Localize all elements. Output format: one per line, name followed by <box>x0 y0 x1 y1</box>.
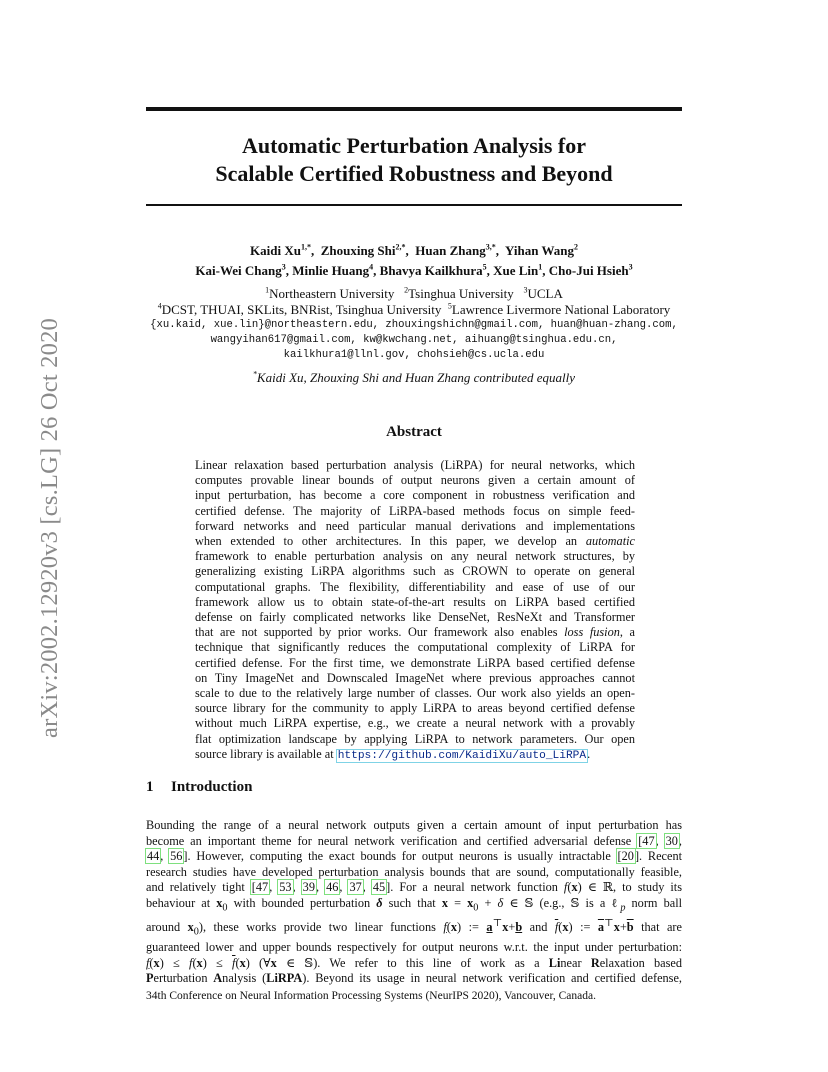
authors-line-2: Kai-Wei Chang$^3$, Minlie Huang$^4$, Bhavya Kailkhura$^5$, Xue Lin$^1$, Cho-Jui Hsieh$^3$ <box>195 262 633 278</box>
intro-line: around $x_0$), these works provide two linear functions f(x) := a⊤x+b and $\overline{f}(x)$ := $\overline{a}^⊤x+\overline{b}$ that are <box>146 918 682 938</box>
intro-line: Perturbation Analysis (LiRPA). Beyond its usage in neural network verification and certified defense, <box>146 971 682 986</box>
abstract-line: framework to enable perturbation analysis on any neural network structures, by <box>195 549 635 564</box>
abstract-line: input perturbation, has become a core component in robustness verification and <box>195 488 635 503</box>
paper-title <box>146 132 682 188</box>
abstract-line: generalizing existing LiRPA algorithms such as CROWN to operate on general <box>195 564 635 579</box>
abstract-line: defense on fairly complicated networks like DenseNet, ResNeXt and Transformer <box>195 610 635 625</box>
author-list <box>146 241 682 281</box>
arxiv-identifier: arXiv:2002.12920v3 [cs.LG] 26 Oct 2020 <box>36 318 63 738</box>
section-heading <box>146 779 252 796</box>
abstract-line: forward networks and need particular manual derivations and implementations <box>195 518 635 533</box>
abstract-line: source library for the community to apply LiRPA to areas beyond certified defense <box>195 701 635 716</box>
intro-line: behaviour at $x_0$ with bounded perturbation δ such that $x = x_0 + \delta$ ∈ 𝕊 (e.g., 𝕊 is a ℓ$_p$ norm ball <box>146 895 683 914</box>
abstract-line: computational graphs. The flexibility, differentiability and ease of use of our <box>195 579 635 594</box>
equal-contribution-note: *Kaidi Xu, Zhouxing Shi and Huan Zhang contributed equally <box>252 369 576 385</box>
abstract-line: when extended to other architectures. In this paper, we develop an automatic <box>195 534 635 549</box>
abstract-line: flat optimization landscape by applying LiRPA to network parameters. Our open <box>195 731 635 746</box>
abstract-body <box>195 458 635 764</box>
intro-line: research studies have developed perturbation analysis bounds that are sound, computationally feasible, <box>146 864 682 879</box>
repository-link[interactable]: https://github.com/KaidiXu/auto_LiRPA <box>337 749 587 762</box>
author-emails: {xu.kaid, xue.lin}@northeastern.edu, zhouxingshichn@gmail.com, huan@huan-zhang.com, wangyihan617@gmail.com, kw@kwchang.net, aihuang@tsinghua.edu.cn, kailkhura1@llnl.gov, chohsieh@cs.ucla.edu <box>150 319 678 361</box>
intro-line: and relatively tight [47, 53, 39, 46, 37, 45]. For a neural network function f(x) ∈ ℝ, to study its <box>146 880 682 895</box>
abstract-line: Linear relaxation based perturbation analysis (LiRPA) for neural networks, which <box>195 458 635 472</box>
intro-line: guaranteed lower and upper bounds respectively for output neurons w.r.t. the input under perturbation: <box>146 940 682 955</box>
abstract-line: without much LiRPA expertise, e.g., we create a neural network with a provably <box>195 716 635 731</box>
intro-line: Bounding the range of a neural network outputs given a certain amount of input perturbation has <box>146 818 682 832</box>
section-number: 1 <box>146 779 154 795</box>
abstract-heading: Abstract <box>386 424 442 440</box>
section-title: Introduction <box>171 779 253 795</box>
abstract-line: on Tiny ImageNet and Downscaled ImageNet where previous approaches cannot <box>195 670 635 685</box>
abstract-line: computes provable linear bounds of output neurons given a certain amount of <box>195 473 635 488</box>
intro-line: $f(x) \le f(x) \le \overline{f}(x)$ (∀x ∈ 𝕊). We refer to this line of work as a Linear Relaxation based <box>146 955 683 970</box>
title-line-2: Scalable Certified Robustness and Beyond <box>215 161 613 186</box>
affiliations-line-2: $^4$DCST, THUAI, SKLits, BNRist, Tsinghua University $^5$Lawrence Livermore National Laboratory <box>157 301 671 317</box>
abstract-line: that are not supported by prior works. Our framework also enables loss fusion, a <box>195 625 636 640</box>
abstract-last-prefix: source library is available at <box>195 746 337 761</box>
affiliations-line-1: $^1$Northeastern University $^2$Tsinghua University $^3$UCLA <box>265 285 563 301</box>
abstract-line: framework allow us to obtain state-of-the-art results on LiRPA based certified <box>195 594 635 609</box>
abstract-line: technique that significantly reduces the computational complexity of LiRPA for <box>195 640 635 655</box>
abstract-last-line <box>195 747 635 764</box>
abstract-line: scale to due to the relatively large number of classes. Our work also yields an open- <box>195 686 635 701</box>
title-top-rule <box>146 107 682 111</box>
abstract-line: certified defense. For the first time, we demonstrate LiRPA based certified defense <box>195 655 635 670</box>
abstract-last-suffix: . <box>587 746 591 761</box>
introduction-body <box>146 818 682 987</box>
abstract-line: certified defense. The majority of LiRPA-based methods focus on simple feed- <box>195 503 635 518</box>
intro-line: 44, 56]. However, computing the exact bounds for output neurons is usually intractable [20]. Recent <box>147 849 683 864</box>
authors-line-1: Kaidi $Xu^{1,*}$, Zhouxing Shi$^{2,*}$, Huan Zhang$^{3,*}$, Yihan Wang$^2$ <box>250 242 578 258</box>
title-line-1: Automatic Perturbation Analysis for <box>241 133 587 158</box>
conference-footnote: 34th Conference on Neural Information Processing Systems (NeurIPS 2020), Vancouver, Canada. <box>146 990 596 1002</box>
title-bottom-rule <box>146 204 682 206</box>
intro-line: become an important theme for neural network verification and certified adversarial defense [47, 30, <box>146 833 682 848</box>
